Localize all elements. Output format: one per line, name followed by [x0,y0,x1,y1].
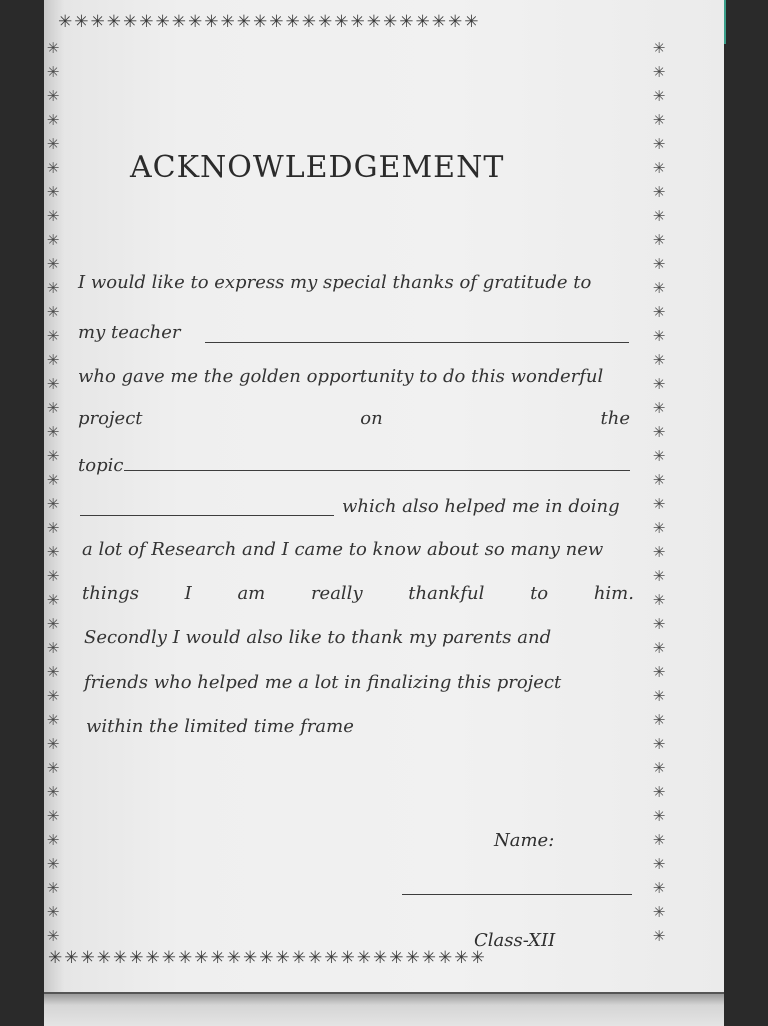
asterisk-flower-icon: ✳ [123,14,140,31]
asterisk-flower-icon: ✳ [652,111,666,129]
asterisk-flower-icon: ✳ [194,950,211,967]
asterisk-flower-icon: ✳ [652,735,666,753]
asterisk-flower-icon: ✳ [652,495,666,513]
asterisk-flower-icon: ✳ [454,950,471,967]
asterisk-flower-icon: ✳ [383,14,400,31]
asterisk-flower-icon: ✳ [46,159,60,177]
asterisk-flower-icon: ✳ [46,519,60,537]
asterisk-flower-icon: ✳ [652,303,666,321]
text-line-5: topic [78,455,124,476]
asterisk-flower-icon: ✳ [285,14,302,31]
asterisk-flower-icon: ✳ [652,351,666,369]
asterisk-flower-icon: ✳ [46,423,60,441]
asterisk-flower-icon: ✳ [415,14,432,31]
text-line-9: Secondly I would also like to thank my parents and [84,627,552,648]
line-8-word: am [237,583,266,604]
asterisk-flower-icon: ✳ [226,950,243,967]
asterisk-flower-icon: ✳ [652,447,666,465]
line-8-word: thankful [408,583,485,604]
asterisk-flower-icon: ✳ [178,950,195,967]
asterisk-flower-icon: ✳ [291,950,308,967]
asterisk-flower-icon: ✳ [96,950,113,967]
asterisk-flower-icon: ✳ [46,567,60,585]
asterisk-flower-icon: ✳ [204,14,221,31]
asterisk-flower-icon: ✳ [652,279,666,297]
asterisk-flower-icon: ✳ [188,14,205,31]
asterisk-flower-icon: ✳ [652,639,666,657]
asterisk-flower-icon: ✳ [652,39,666,57]
asterisk-flower-icon: ✳ [269,14,286,31]
asterisk-flower-icon: ✳ [46,303,60,321]
line-4-word: on [360,408,383,429]
asterisk-flower-icon: ✳ [652,687,666,705]
asterisk-flower-icon: ✳ [171,14,188,31]
asterisk-flower-icon: ✳ [155,14,172,31]
asterisk-flower-icon: ✳ [652,591,666,609]
book-binding-edge [44,992,724,1026]
asterisk-flower-icon: ✳ [652,807,666,825]
text-line-11: within the limited time frame [86,716,354,737]
asterisk-flower-icon: ✳ [389,950,406,967]
asterisk-flower-icon: ✳ [46,735,60,753]
asterisk-flower-icon: ✳ [652,327,666,345]
asterisk-flower-icon: ✳ [46,351,60,369]
asterisk-flower-icon: ✳ [220,14,237,31]
asterisk-flower-icon: ✳ [46,87,60,105]
asterisk-flower-icon: ✳ [80,950,97,967]
line-8-word: really [310,583,363,604]
asterisk-flower-icon: ✳ [46,927,60,945]
asterisk-flower-icon: ✳ [46,471,60,489]
asterisk-flower-icon: ✳ [652,855,666,873]
top-ornamental-border [58,14,670,31]
bottom-ornamental-border [48,950,676,967]
asterisk-flower-icon: ✳ [275,950,292,967]
asterisk-flower-icon: ✳ [139,14,156,31]
asterisk-flower-icon: ✳ [259,950,276,967]
asterisk-flower-icon: ✳ [350,14,367,31]
asterisk-flower-icon: ✳ [46,495,60,513]
name-label: Name: [494,830,555,851]
asterisk-flower-icon: ✳ [652,927,666,945]
asterisk-flower-icon: ✳ [652,471,666,489]
asterisk-flower-icon: ✳ [373,950,390,967]
asterisk-flower-icon: ✳ [210,950,227,967]
asterisk-flower-icon: ✳ [652,711,666,729]
asterisk-flower-icon: ✳ [652,159,666,177]
asterisk-flower-icon: ✳ [652,615,666,633]
line-4-word: project [78,408,143,429]
asterisk-flower-icon: ✳ [652,207,666,225]
asterisk-flower-icon: ✳ [48,950,65,967]
asterisk-flower-icon: ✳ [438,950,455,967]
text-line-7: a lot of Research and I came to know about so many new [82,539,604,560]
asterisk-flower-icon: ✳ [448,14,465,31]
asterisk-flower-icon: ✳ [652,519,666,537]
asterisk-flower-icon: ✳ [253,14,270,31]
asterisk-flower-icon: ✳ [46,399,60,417]
asterisk-flower-icon: ✳ [106,14,123,31]
text-line-1: I would like to express my special thanks of gratitude to [78,272,592,293]
asterisk-flower-icon: ✳ [652,879,666,897]
asterisk-flower-icon: ✳ [324,950,341,967]
asterisk-flower-icon: ✳ [161,950,178,967]
text-line-3: who gave me the golden opportunity to do this wonderful [78,366,604,387]
asterisk-flower-icon: ✳ [129,950,146,967]
asterisk-flower-icon: ✳ [236,14,253,31]
asterisk-flower-icon: ✳ [652,63,666,81]
asterisk-flower-icon: ✳ [64,950,81,967]
asterisk-flower-icon: ✳ [46,831,60,849]
class-label: Class-XII [474,930,556,951]
asterisk-flower-icon: ✳ [652,903,666,921]
asterisk-flower-icon: ✳ [366,14,383,31]
asterisk-flower-icon: ✳ [356,950,373,967]
asterisk-flower-icon: ✳ [243,950,260,967]
asterisk-flower-icon: ✳ [46,639,60,657]
asterisk-flower-icon: ✳ [340,950,357,967]
asterisk-flower-icon: ✳ [470,950,487,967]
asterisk-flower-icon: ✳ [318,14,335,31]
line-8-word: him. [593,583,634,604]
left-ornamental-border [44,36,62,948]
asterisk-flower-icon: ✳ [46,855,60,873]
asterisk-flower-icon: ✳ [652,231,666,249]
asterisk-flower-icon: ✳ [46,327,60,345]
asterisk-flower-icon: ✳ [652,399,666,417]
asterisk-flower-icon: ✳ [431,14,448,31]
asterisk-flower-icon: ✳ [652,543,666,561]
asterisk-flower-icon: ✳ [46,687,60,705]
asterisk-flower-icon: ✳ [46,375,60,393]
page-title: ACKNOWLEDGEMENT [130,150,505,185]
asterisk-flower-icon: ✳ [46,783,60,801]
asterisk-flower-icon: ✳ [46,279,60,297]
asterisk-flower-icon: ✳ [652,255,666,273]
asterisk-flower-icon: ✳ [421,950,438,967]
line-4-word: the [600,408,630,429]
text-line-2: my teacher [78,322,181,343]
topic-blank-1 [124,470,630,471]
teacher-name-blank [205,342,629,343]
asterisk-flower-icon: ✳ [46,615,60,633]
asterisk-flower-icon: ✳ [652,783,666,801]
asterisk-flower-icon: ✳ [46,63,60,81]
text-line-4 [78,408,630,429]
asterisk-flower-icon: ✳ [652,423,666,441]
asterisk-flower-icon: ✳ [405,950,422,967]
topic-blank-2 [80,515,334,516]
asterisk-flower-icon: ✳ [652,567,666,585]
asterisk-flower-icon: ✳ [652,759,666,777]
asterisk-flower-icon: ✳ [46,663,60,681]
signature-blank [402,894,632,895]
asterisk-flower-icon: ✳ [46,711,60,729]
asterisk-flower-icon: ✳ [652,831,666,849]
asterisk-flower-icon: ✳ [652,183,666,201]
asterisk-flower-icon: ✳ [90,14,107,31]
asterisk-flower-icon: ✳ [652,375,666,393]
asterisk-flower-icon: ✳ [46,207,60,225]
line-8-word: I [184,583,192,604]
text-line-8 [82,583,634,604]
asterisk-flower-icon: ✳ [46,903,60,921]
asterisk-flower-icon: ✳ [308,950,325,967]
asterisk-flower-icon: ✳ [46,255,60,273]
asterisk-flower-icon: ✳ [46,111,60,129]
asterisk-flower-icon: ✳ [652,135,666,153]
asterisk-flower-icon: ✳ [46,591,60,609]
text-line-6: which also helped me in doing [342,496,620,517]
asterisk-flower-icon: ✳ [399,14,416,31]
asterisk-flower-icon: ✳ [145,950,162,967]
asterisk-flower-icon: ✳ [46,39,60,57]
asterisk-flower-icon: ✳ [46,447,60,465]
asterisk-flower-icon: ✳ [46,183,60,201]
asterisk-flower-icon: ✳ [113,950,130,967]
asterisk-flower-icon: ✳ [74,14,91,31]
asterisk-flower-icon: ✳ [58,14,75,31]
asterisk-flower-icon: ✳ [46,543,60,561]
line-8-word: to [530,583,549,604]
asterisk-flower-icon: ✳ [464,14,481,31]
asterisk-flower-icon: ✳ [46,879,60,897]
right-ornamental-border [650,36,668,948]
line-8-word: things [82,583,139,604]
asterisk-flower-icon: ✳ [652,87,666,105]
asterisk-flower-icon: ✳ [46,759,60,777]
asterisk-flower-icon: ✳ [334,14,351,31]
asterisk-flower-icon: ✳ [652,663,666,681]
asterisk-flower-icon: ✳ [46,231,60,249]
asterisk-flower-icon: ✳ [301,14,318,31]
asterisk-flower-icon: ✳ [46,807,60,825]
asterisk-flower-icon: ✳ [46,135,60,153]
text-line-10: friends who helped me a lot in finalizing this project [84,672,562,693]
